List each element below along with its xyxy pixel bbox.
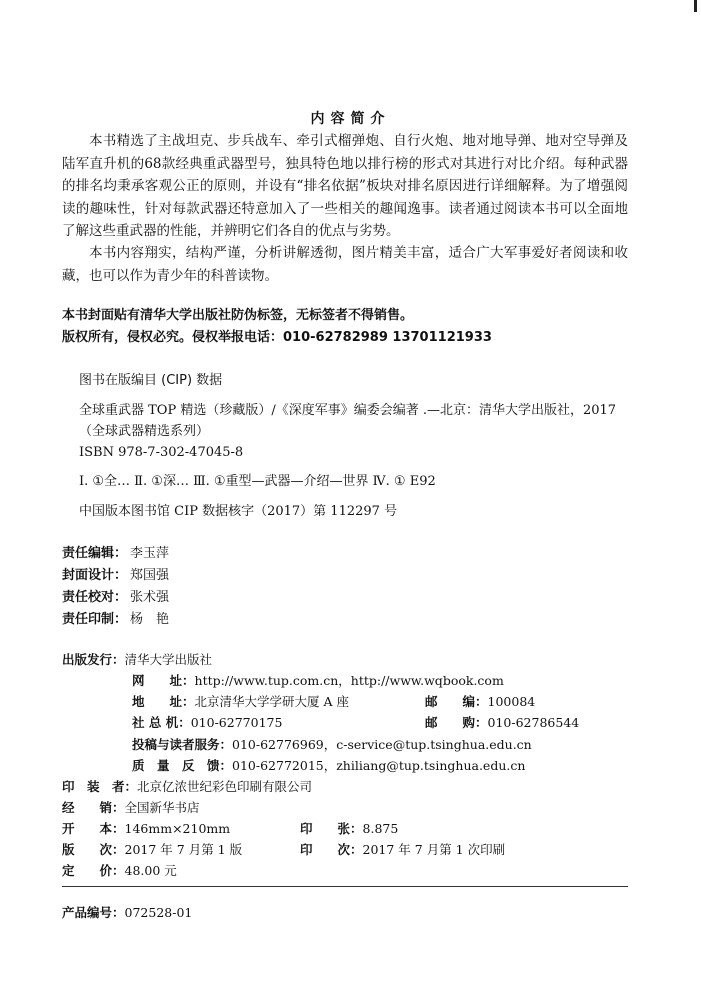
product-code-value: 072528-01 (124, 905, 193, 920)
staff-label: 责任印制： (62, 612, 128, 627)
mail-order-label: 邮 购： (425, 715, 488, 730)
staff-row-editor (62, 543, 169, 564)
cip-verification: 中国版本图书馆 CIP 数据核字（2017）第 112297 号 (79, 504, 398, 519)
printer-row (62, 777, 312, 797)
submission-value: 010-62776969，c-service@tup.tsinghua.edu.cn (232, 737, 532, 752)
website-label: 网 址： (132, 673, 195, 688)
format-label: 开 本： (62, 821, 125, 836)
website-value: http://www.tup.com.cn，http://www.wqbook.com (194, 673, 504, 688)
copyright-notice: 版权所有，侵权必究。侵权举报电话：010-62782989 13701121933 (62, 330, 492, 345)
content-intro-title: 内容简介 (310, 111, 391, 127)
staff-value: 杨 艳 (130, 612, 170, 627)
quality-feedback-value: 010-62772015，zhiliang@tup.tsinghua.edu.cn (232, 758, 526, 773)
page-edge-mark (694, 0, 697, 12)
mail-order-value: 010-62786544 (487, 715, 580, 730)
price-label: 定 价： (62, 863, 125, 878)
staff-label: 责任校对： (62, 590, 128, 605)
sheets-label: 印 张： (300, 821, 363, 836)
cip-line-1: 全球重武器 TOP 精选（珍藏版）/《深度军事》编委会编著 .—北京：清华大学出版社，2017 (79, 403, 617, 418)
postcode-label: 邮 编： (425, 694, 488, 709)
impression-value: 2017 年 7 月第 1 次印刷 (362, 842, 506, 857)
anti-counterfeit-notice: 本书封面贴有清华大学出版社防伪标签，无标签者不得销售。 (62, 308, 414, 323)
distributor-row (62, 798, 200, 818)
website-row (132, 671, 504, 691)
address-row (132, 692, 349, 712)
quality-feedback-label: 质 量 反 馈： (132, 758, 233, 773)
cip-isbn: ISBN 978-7-302-47045-8 (79, 445, 244, 460)
distributor-value: 全国新华书店 (124, 800, 200, 815)
impression-label: 印 次： (300, 842, 363, 857)
mail-order-row (425, 713, 579, 733)
staff-row-cover-design (62, 565, 169, 586)
printer-value: 北京亿浓世纪彩色印刷有限公司 (137, 779, 313, 794)
address-label: 地 址： (132, 694, 195, 709)
staff-label: 责任编辑： (62, 546, 128, 561)
printer-label: 印 装 者： (62, 779, 138, 794)
product-code-label: 产品编号： (62, 905, 125, 920)
impression-row (300, 840, 505, 860)
switchboard-value: 010-62770175 (190, 715, 283, 730)
switchboard-label: 社 总 机： (132, 715, 191, 730)
format-row (62, 819, 230, 839)
address-value: 北京清华大学学研大厦 A 座 (194, 694, 349, 709)
staff-value: 郑国强 (130, 568, 170, 583)
staff-value: 李玉萍 (130, 546, 170, 561)
staff-row-proofreader (62, 587, 169, 608)
cip-heading: 图书在版编目 (CIP) 数据 (79, 373, 223, 388)
format-value: 146mm×210mm (124, 821, 231, 836)
divider-rule (62, 886, 628, 887)
intro-paragraph-2: 本书内容翔实，结构严谨，分析讲解透彻，图片精美丰富，适合广大军事爱好者阅读和收藏，也可以作为青少年的科普读物。 (62, 245, 628, 284)
staff-label: 封面设计： (62, 568, 128, 583)
edition-value: 2017 年 7 月第 1 版 (124, 842, 243, 857)
publisher-row (62, 650, 212, 670)
price-value: 48.00 元 (124, 863, 177, 878)
postcode-row (425, 692, 535, 712)
staff-row-print-manager (62, 609, 169, 630)
cip-line-2: （全球武器精选系列） (79, 424, 210, 439)
distributor-label: 经 销： (62, 800, 125, 815)
publisher-label: 出版发行： (62, 652, 125, 667)
sheets-row (300, 819, 398, 839)
price-row (62, 861, 177, 881)
submission-label: 投稿与读者服务： (132, 737, 233, 752)
submission-row (132, 735, 532, 755)
edition-label: 版 次： (62, 842, 125, 857)
postcode-value: 100084 (487, 694, 536, 709)
publisher-name: 清华大学出版社 (124, 652, 213, 667)
cip-classification: Ⅰ. ①全… Ⅱ. ①深… Ⅲ. ①重型—武器—介绍—世界 Ⅳ. ① E92 (79, 474, 436, 489)
staff-value: 张术强 (130, 590, 170, 605)
sheets-value: 8.875 (362, 821, 399, 836)
product-code-row (62, 903, 192, 923)
intro-paragraph-1: 本书精选了主战坦克、步兵战车、牵引式榴弹炮、自行火炮、地对地导弹、地对空导弹及陆军直升机的68款经典重武器型号，独具特色地以排行榜的形式对其进行对比介绍。每种武器的排名均秉承客观公正的原则，并设有“排名依据”板块对排名原因进行详细解释。为了增强阅读的趣味性，针对每款武器还特意加入了一些相关的趣闻逸事。读者通过阅读本书可以全面地了解这些重武器的性能，并辨明它们各自的优点与劣势。 (62, 133, 628, 239)
switchboard-row (132, 713, 282, 733)
quality-feedback-row (132, 756, 525, 776)
edition-row (62, 840, 242, 860)
